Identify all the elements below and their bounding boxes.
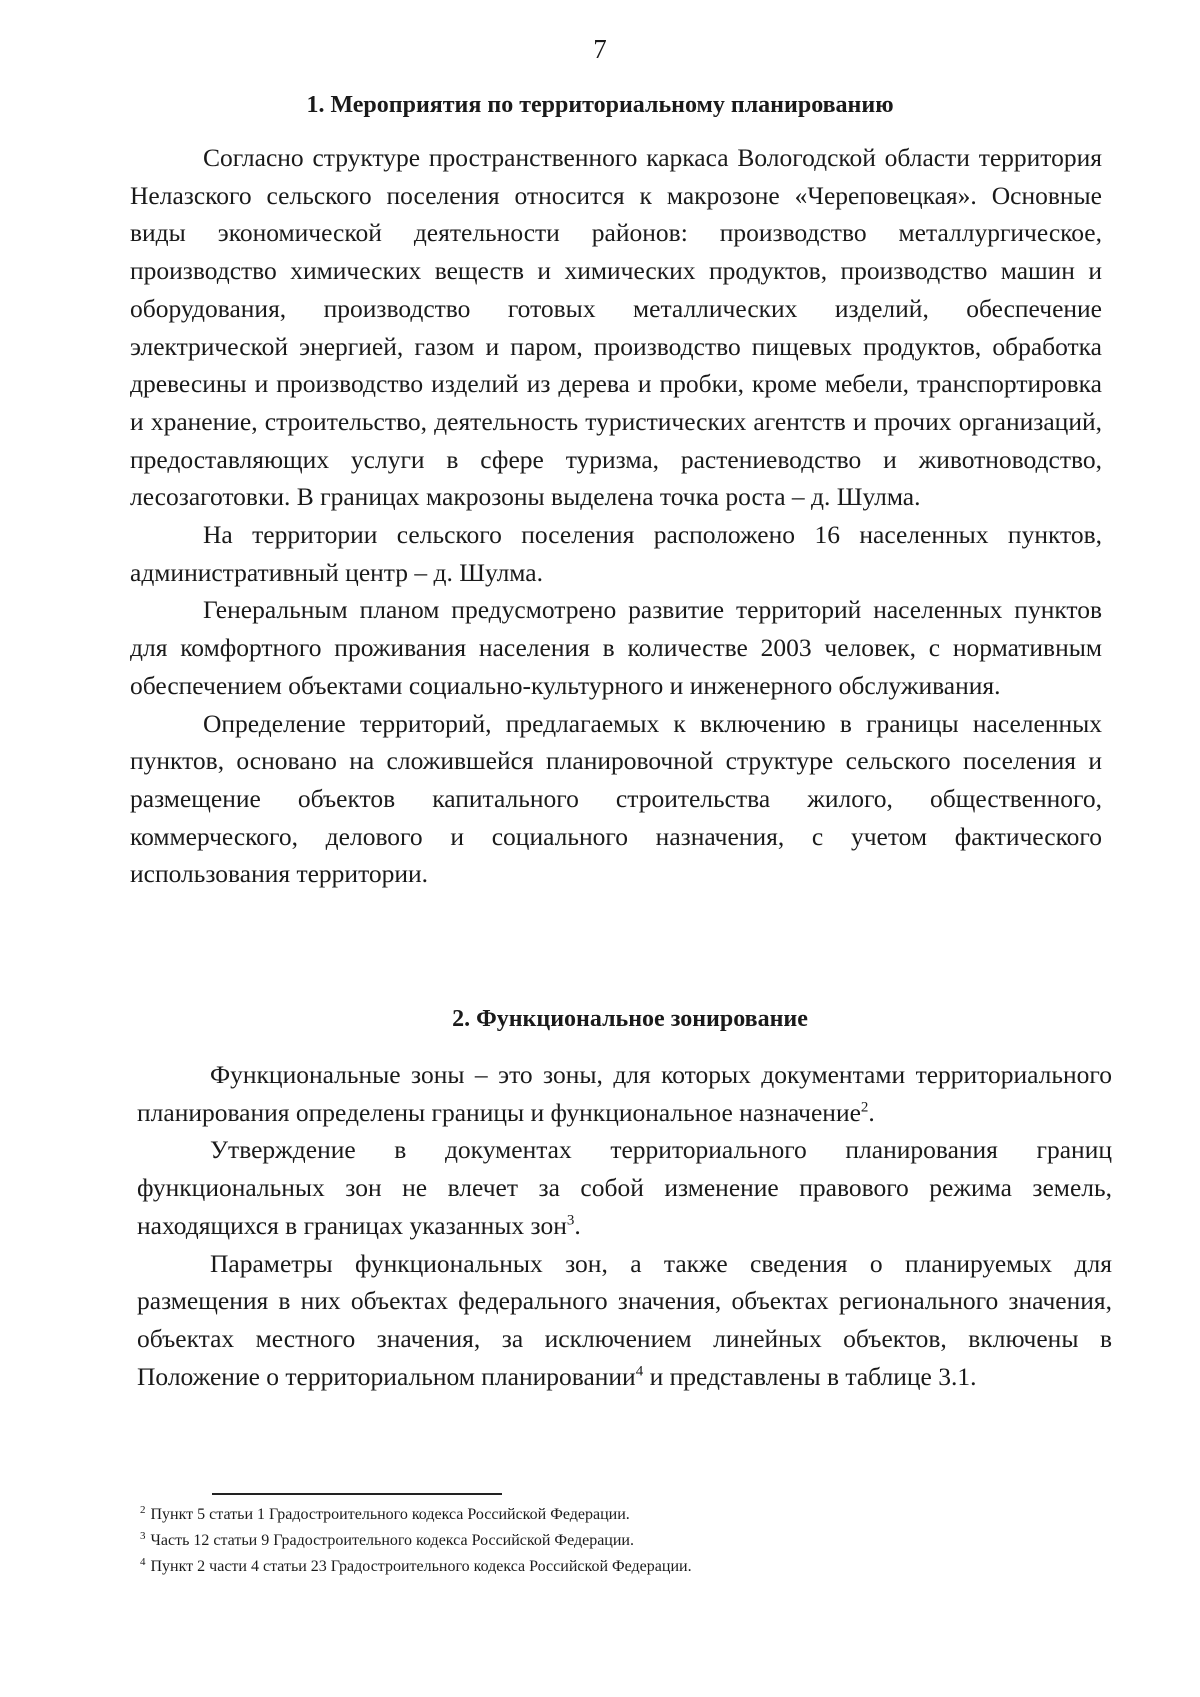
paragraph-text: Функциональные зоны – это зоны, для которых документами территориального планирования определены границы и функциональное назначение [137, 1060, 1112, 1127]
paragraph-text: Параметры функциональных зон, а также сведения о планируемых для размещения в них объектах федерального значения, объектах регионального значения, объектах местного значения, за исключением линейных объектов, включены в Положение о территориальном планировании [137, 1248, 1112, 1391]
section-2-body [137, 1056, 1112, 1395]
footnote-ref[interactable]: 4 [635, 1363, 644, 1380]
paragraph-tail: и представлены в таблице 3.1. [643, 1361, 977, 1391]
footnote-text: Пункт 2 части 4 статьи 23 Градостроительного кодекса Российской Федерации. [150, 1558, 692, 1575]
paragraph: На территории сельского поселения расположено 16 населенных пунктов, административный центр – д. Шулма. [130, 520, 1102, 587]
section-1-heading: 1. Мероприятия по территориальному планированию [306, 92, 894, 118]
footnote-mark: 3 [140, 1529, 146, 1542]
paragraph-tail: . [868, 1097, 875, 1127]
footnote-mark: 2 [140, 1503, 146, 1516]
footnote [140, 1502, 1100, 1528]
section-2-heading: 2. Функциональное зонирование [452, 1006, 808, 1032]
footnote-text: Пункт 5 статьи 1 Градостроительного кодекса Российской Федерации. [150, 1506, 630, 1523]
section-1-body [130, 139, 1102, 893]
footnote [140, 1554, 1100, 1580]
footnote-text: Часть 12 статьи 9 Градостроительного кодекса Российской Федерации. [150, 1532, 634, 1549]
paragraph [137, 1245, 1112, 1396]
footnote-ref[interactable]: 3 [566, 1212, 575, 1229]
paragraph: Генеральным планом предусмотрено развитие территорий населенных пунктов для комфортного проживания населения в количестве 2003 человек, с нормативным обеспечением объектами социально-культурного и инженерного обслуживания. [130, 595, 1102, 700]
footnote-separator [212, 1493, 502, 1495]
footnote [140, 1528, 1100, 1554]
footnote-mark: 4 [140, 1555, 146, 1568]
footnote-ref[interactable]: 2 [860, 1099, 869, 1116]
paragraph: Согласно структуре пространственного каркаса Вологодской области территория Нелазского сельского поселения относится к макрозоне «Череповецкая». Основные виды экономической деятельности районов: производство металлургическое, производство химических веществ и химических продуктов, производство машин и оборудования, производство готовых металлических изделий, обеспечение электрической энергией, газом и паром, производство пищевых продуктов, обработка древесины и производство изделий из дерева и пробки, кроме мебели, транспортировка и хранение, строительство, деятельность туристических агентств и прочих организаций, предоставляющих услуги в сфере туризма, растениеводство и животноводство, лесозаготовки. В границах макрозоны выделена точка роста – д. Шулма. [130, 143, 1102, 512]
footnotes [140, 1502, 1100, 1580]
paragraph-text: Утверждение в документах территориального планирования границ функциональных зон не влечет за собой изменение правового режима земель, находящихся в границах указанных зон [137, 1135, 1112, 1240]
paragraph [137, 1056, 1112, 1131]
page-number: 7 [593, 34, 607, 64]
paragraph [137, 1131, 1112, 1244]
paragraph-tail: . [574, 1210, 581, 1240]
paragraph: Определение территорий, предлагаемых к включению в границы населенных пунктов, основано на сложившейся планировочной структуре сельского поселения и размещение объектов капитального строительства жилого, общественного, коммерческого, делового и социального назначения, с учетом фактического использования территории. [130, 708, 1102, 889]
